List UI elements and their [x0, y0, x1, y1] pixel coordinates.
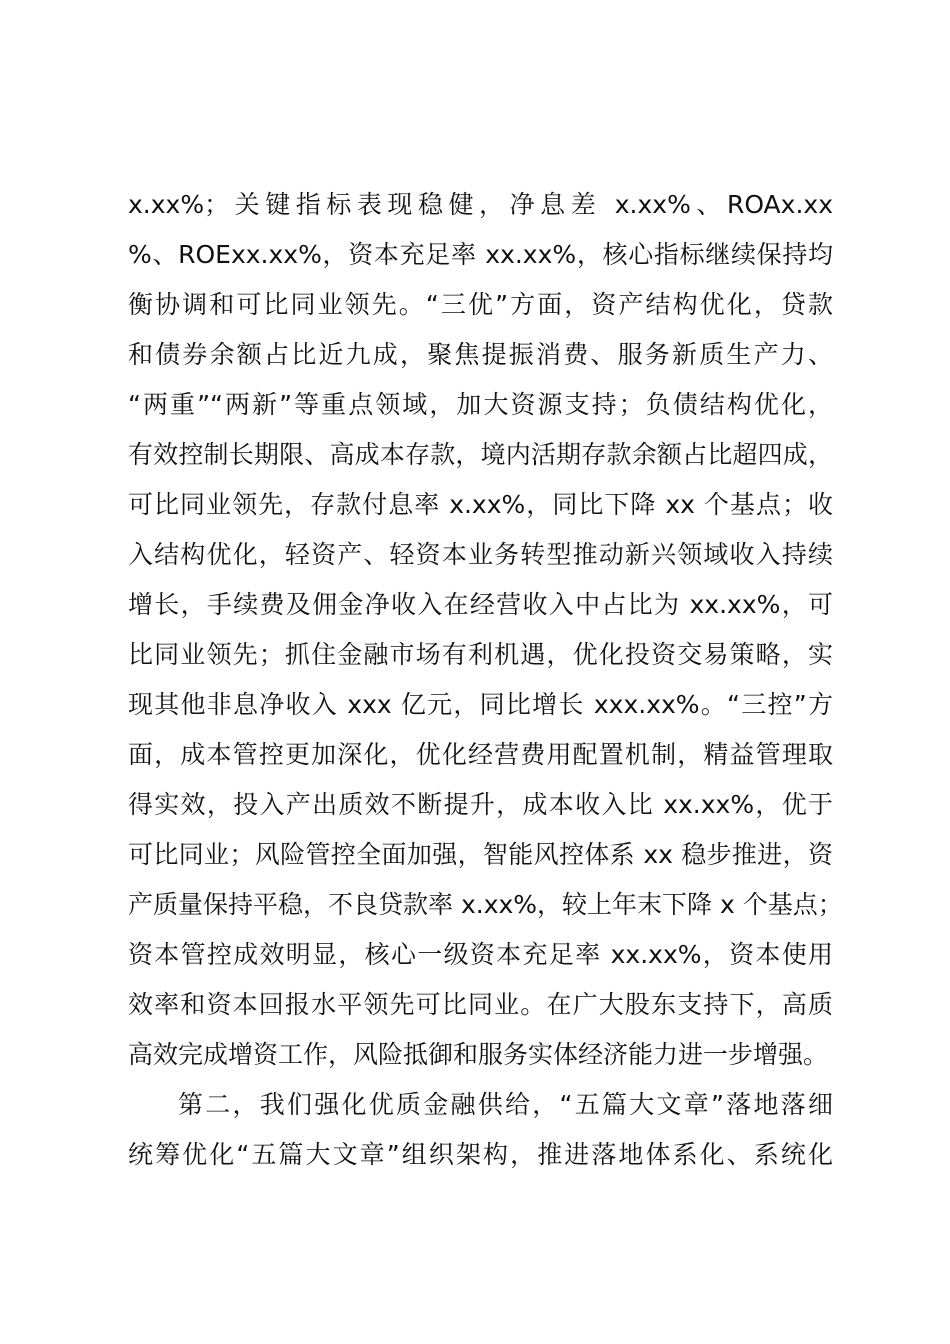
- text-line: %、ROExx.xx%，资本充足率 xx.xx%，核心指标继续保持均: [128, 240, 833, 269]
- text-line: 效率和资本回报水平领先可比同业。在广大股东支持下，高质: [128, 990, 833, 1019]
- text-line: 可比同业；风险管控全面加强，智能风控体系 xx 稳步推进，资: [128, 840, 833, 869]
- text-line: “两重”“两新”等重点领域，加大资源支持；负债结构优化，: [128, 390, 833, 419]
- text-line: 增长，手续费及佣金净收入在经营收入中占比为 xx.xx%，可: [128, 590, 833, 619]
- text-line: 可比同业领先，存款付息率 x.xx%，同比下降 xx 个基点；收: [128, 490, 833, 519]
- text-line: 入结构优化，轻资产、轻资本业务转型推动新兴领域收入持续: [128, 540, 833, 569]
- paragraph-heading-line: 第二，我们强化优质金融供给，“五篇大文章”落地落细: [178, 1090, 833, 1119]
- text-line: 现其他非息净收入 xxx 亿元，同比增长 xxx.xx%。“三控”方: [128, 690, 833, 719]
- body-text: [128, 180, 843, 1180]
- text-line: 有效控制长期限、高成本存款，境内活期存款余额占比超四成，: [128, 440, 833, 469]
- text-line: x.xx%；关键指标表现稳健，净息差 x.xx%、ROAx.xx: [128, 190, 833, 219]
- text-line: 资本管控成效明显，核心一级资本充足率 xx.xx%，资本使用: [128, 940, 833, 969]
- text-line: 统筹优化“五篇大文章”组织架构，推进落地体系化、系统化: [128, 1140, 833, 1169]
- text-line: 和债券余额占比近九成，聚焦提振消费、服务新质生产力、: [128, 340, 833, 369]
- text-line: 衡协调和可比同业领先。“三优”方面，资产结构优化，贷款: [128, 290, 833, 319]
- text-line: 高效完成增资工作，风险抵御和服务实体经济能力进一步增强。: [128, 1040, 829, 1069]
- text-line: 面，成本管控更加深化，优化经营费用配置机制，精益管理取: [128, 740, 833, 769]
- text-line: 得实效，投入产出质效不断提升，成本收入比 xx.xx%，优于: [128, 790, 833, 819]
- text-line: 比同业领先；抓住金融市场有利机遇，优化投资交易策略，实: [128, 640, 833, 669]
- text-line: 产质量保持平稳，不良贷款率 x.xx%，较上年末下降 x 个基点；: [128, 890, 843, 919]
